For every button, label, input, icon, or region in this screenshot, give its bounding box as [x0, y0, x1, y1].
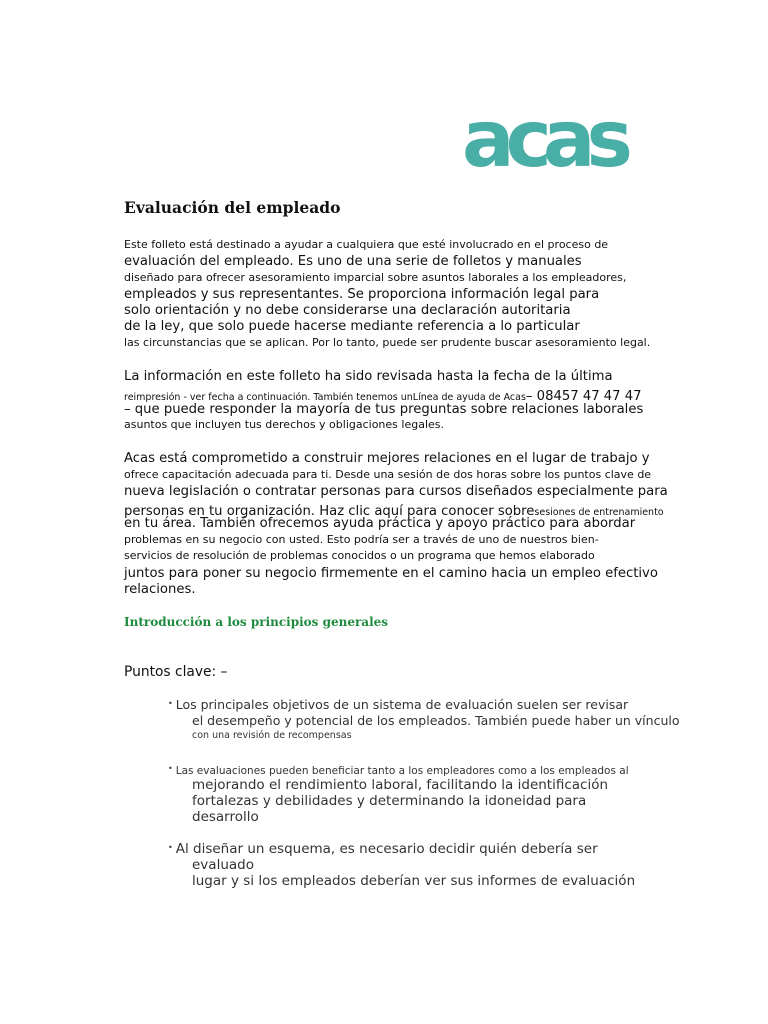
bullet-item — [168, 697, 628, 712]
para3-line: Acas está comprometido a construir mejores relaciones en el lugar de trabajo y — [124, 451, 650, 466]
para2-line: asuntos que incluyen tus derechos y obligaciones legales. — [124, 418, 444, 431]
para2-line: – que puede responder la mayoría de tus preguntas sobre relaciones laborales — [124, 402, 644, 417]
para3-line: nueva legislación o contratar personas para cursos diseñados especialmente para — [124, 484, 668, 499]
para3-line: problemas en su negocio con usted. Esto podría ser a través de uno de nuestros bien- — [124, 533, 599, 546]
bullet-item — [168, 841, 598, 857]
para1-line: de la ley, que solo puede hacerse mediante referencia a lo particular — [124, 319, 580, 334]
bullet-item — [168, 764, 629, 777]
bullet-icon: • — [168, 699, 173, 708]
bullet-text: Las evaluaciones pueden beneficiar tanto a los empleadores como a los empleados al — [175, 765, 629, 777]
bullet-text: con una revisión de recompensas — [192, 730, 352, 741]
bullet-text: desarrollo — [192, 809, 259, 825]
training-sessions-link[interactable]: sesiones de entrenamiento — [534, 507, 664, 518]
bullet-text: Al diseñar un esquema, es necesario decidir quién debería ser — [175, 841, 598, 857]
para3-line: servicios de resolución de problemas conocidos o un programa que hemos elaborado — [124, 549, 595, 562]
para1-line: Este folleto está destinado a ayudar a cualquiera que esté involucrado en el proceso de — [124, 238, 609, 251]
bullet-text: fortalezas y debilidades y determinando la idoneidad para — [192, 793, 587, 809]
key-points-label: Puntos clave: – — [124, 664, 228, 680]
acas-logo — [462, 108, 652, 172]
para1-line: las circunstancias que se aplican. Por lo tanto, puede ser prudente buscar asesoramiento legal. — [124, 336, 651, 349]
para3-line-text: personas en tu organización. Haz clic aquí para conocer sobre — [124, 504, 535, 519]
para3-line: ofrece capacitación adecuada para ti. Desde una sesión de dos horas sobre los puntos clave de — [124, 468, 652, 481]
bullet-text: mejorando el rendimiento laboral, facilitando la identificación — [192, 777, 609, 793]
helpline-number: – 08457 47 47 47 — [525, 389, 642, 404]
para1-line: evaluación del empleado. Es uno de una serie de folletos y manuales — [124, 254, 582, 269]
bullet-text: el desempeño y potencial de los empleados. También puede haber un vínculo — [192, 713, 680, 728]
bullet-text: evaluado — [192, 857, 254, 873]
para2-line-text: reimpresión - ver fecha a continuación. También tenemos unLínea de ayuda de Acas — [124, 392, 526, 403]
para1-line: diseñado para ofrecer asesoramiento imparcial sobre asuntos laborales a los empleadores, — [124, 271, 627, 284]
section-subheading: Introducción a los principios generales — [124, 615, 389, 629]
bullet-icon: • — [168, 843, 173, 852]
para1-line: empleados y sus representantes. Se proporciona información legal para — [124, 287, 600, 302]
page-title: Evaluación del empleado — [124, 198, 341, 217]
bullet-text: lugar y si los empleados deberían ver sus informes de evaluación — [192, 873, 636, 889]
para3-line: relaciones. — [124, 582, 196, 597]
para3-line: juntos para poner su negocio firmemente en el camino hacia un empleo efectivo — [124, 566, 658, 581]
para3-line: en tu área. También ofrecemos ayuda práctica y apoyo práctico para abordar — [124, 516, 636, 531]
acas-logo-text: acas — [462, 108, 624, 172]
bullet-icon: • — [168, 764, 173, 773]
bullet-text: Los principales objetivos de un sistema de evaluación suelen ser revisar — [175, 697, 629, 712]
para2-line: La información en este folleto ha sido revisada hasta la fecha de la última — [124, 369, 613, 384]
para1-line: solo orientación y no debe considerarse una declaración autoritaria — [124, 303, 571, 318]
